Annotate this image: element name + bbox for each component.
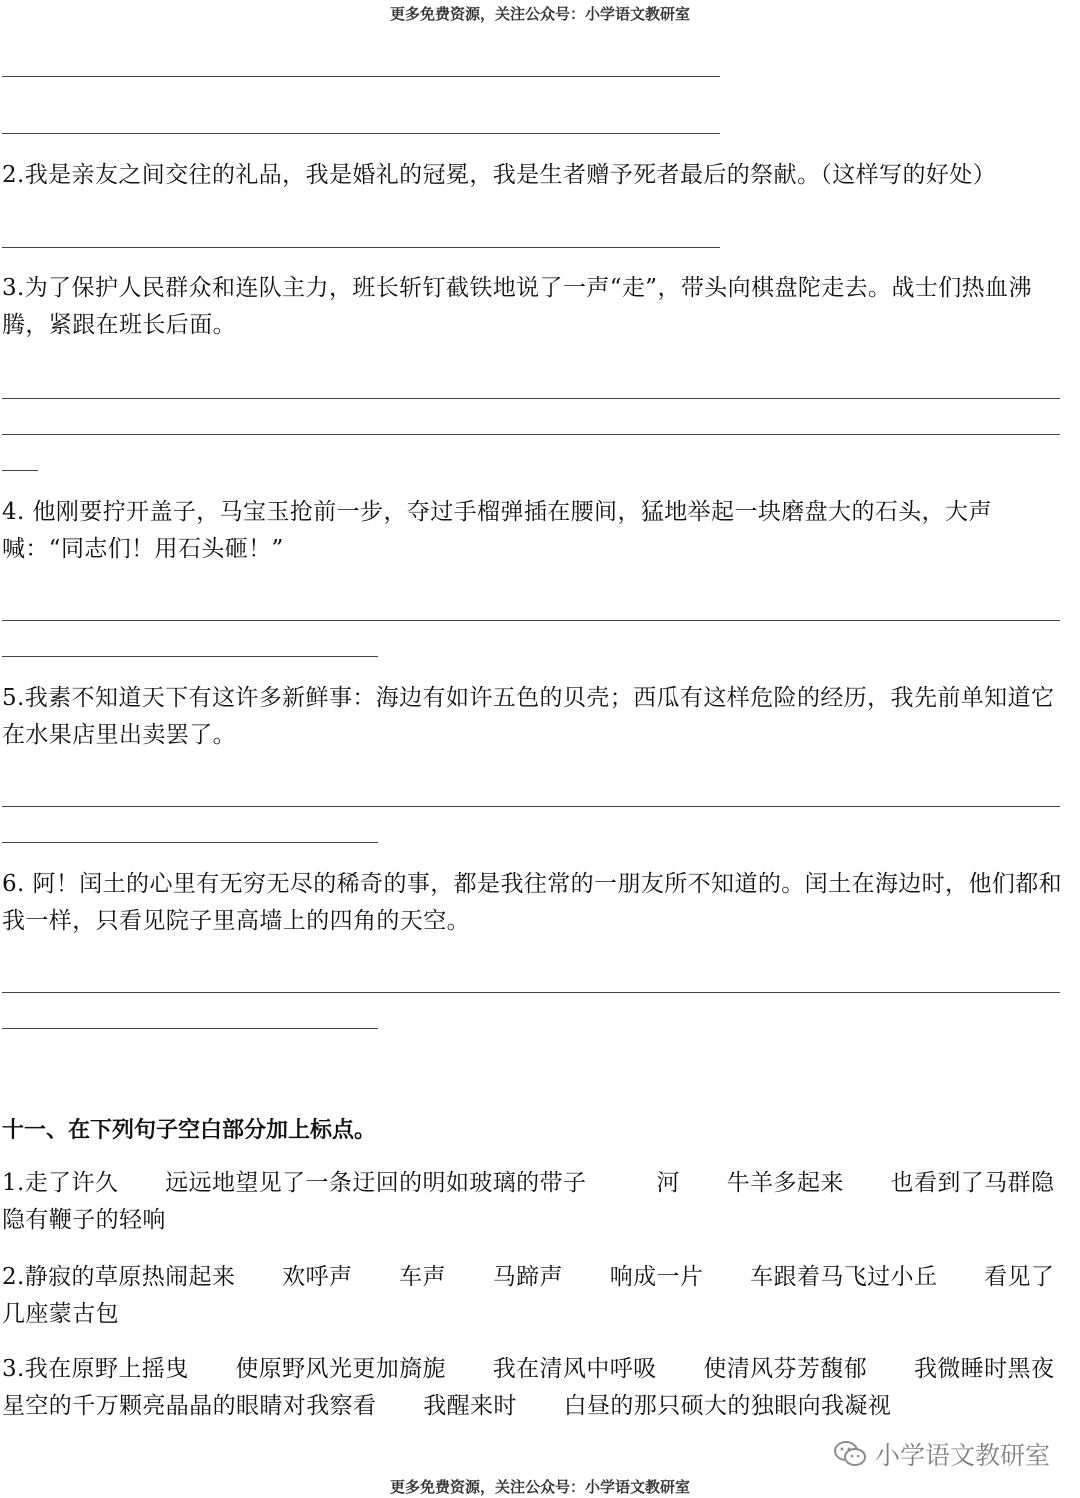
answer-line [2, 247, 720, 248]
question-5: 5.我素不知道天下有这许多新鲜事：海边有如许五色的贝壳；西瓜有这样危险的经历，我先前单知道它在水果店里出卖罢了。 [2, 685, 1055, 748]
punctuation-item-1: 1.走了许久 远远地望见了一条迂回的明如玻璃的带子 河 牛羊多起来 也看到了马群隐隐有鞭子的轻响 [2, 1170, 1055, 1233]
question-3: 3.为了保护人民群众和连队主力，班长斩钉截铁地说了一声“走”，带头向棋盘陀走去。战士们热血沸腾，紧跟在班长后面。 [2, 275, 1032, 338]
punctuation-item-3: 3.我在原野上摇曳 使原野风光更加旖旎 我在清风中呼吸 使清风芬芳馥郁 我微睡时黑夜星空的千万颗亮晶晶的眼睛对我察看 我醒来时 白昼的那只硕大的独眼向我凝视 [2, 1356, 1055, 1419]
answer-line [2, 806, 1060, 807]
answer-line [2, 620, 1060, 621]
watermark [833, 1436, 1050, 1472]
punctuation-item-2: 2.静寂的草原热闹起来 欢呼声 车声 马蹄声 响成一片 车跟着马飞过小丘 看见了几座蒙古包 [2, 1264, 1055, 1327]
wechat-icon [833, 1439, 867, 1469]
section-title: 十一、在下列句子空白部分加上标点。 [2, 1118, 377, 1143]
question-6: 6. 阿！闰土的心里有无穷无尽的稀奇的事，都是我往常的一朋友所不知道的。闰土在海边时，他们都和我一样，只看见院子里高墙上的四角的天空。 [2, 871, 1063, 934]
answer-line [2, 76, 720, 77]
answer-line [2, 656, 378, 657]
answer-line [2, 398, 1060, 399]
answer-line [2, 133, 720, 134]
answer-line [2, 434, 1060, 435]
question-2: 2.我是亲友之间交往的礼品，我是婚礼的冠冕，我是生者赠予死者最后的祭献。（这样写的好处） [2, 162, 997, 188]
question-4: 4. 他刚要拧开盖子，马宝玉抢前一步，夺过手榴弹插在腰间，猛地举起一块磨盘大的石头，大声喊：“同志们！用石头砸！” [2, 499, 992, 562]
answer-line [2, 470, 38, 471]
answer-line [2, 1028, 378, 1029]
page-header: 更多免费资源，关注公众号：小学语文教研室 [389, 5, 690, 23]
answer-line [2, 992, 1060, 993]
answer-line [2, 842, 378, 843]
watermark-text: 小学语文教研室 [874, 1441, 1050, 1470]
page-footer: 更多免费资源，关注公众号：小学语文教研室 [389, 1478, 690, 1496]
